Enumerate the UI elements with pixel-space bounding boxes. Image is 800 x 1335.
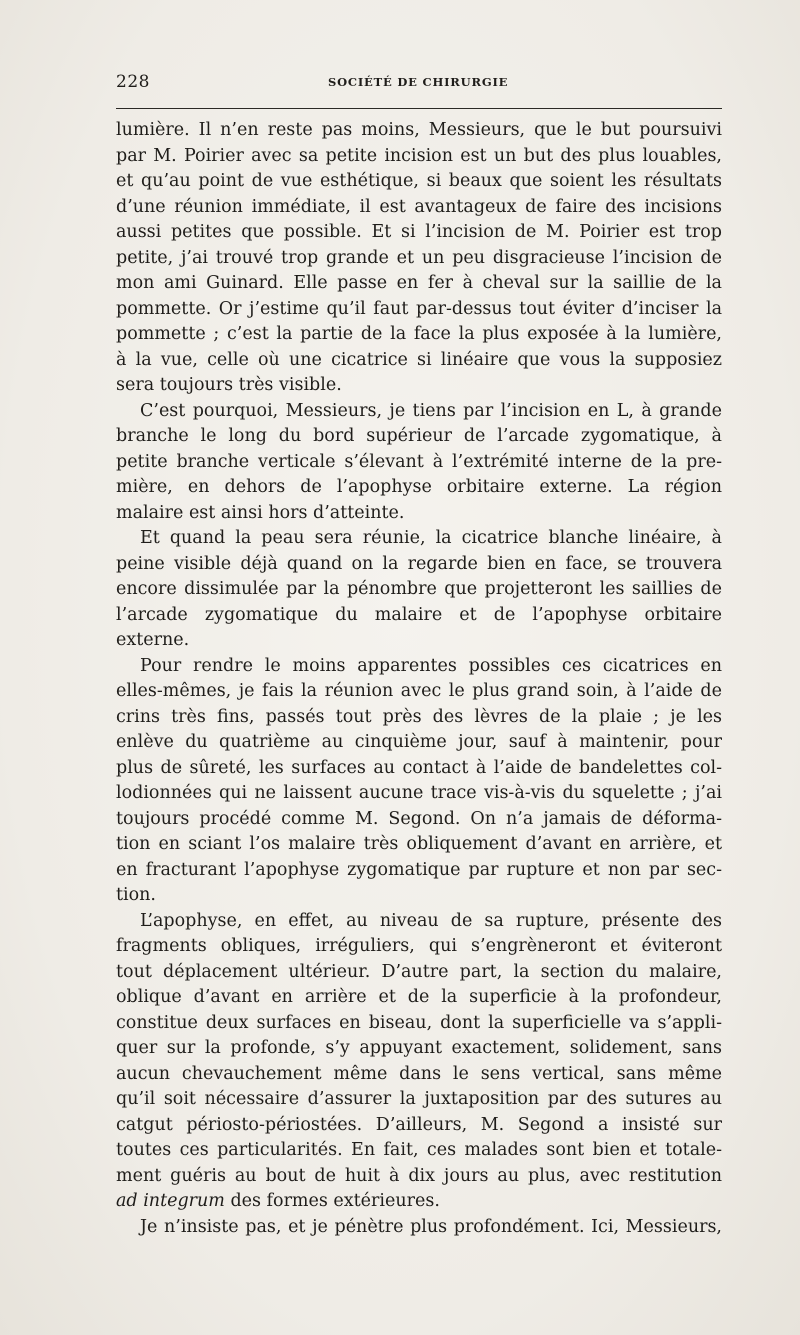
text-line: crins très fins, passés tout près des lèvres de la plaie ; je les <box>116 706 722 727</box>
body-text <box>116 118 722 1240</box>
text-line: oblique d’avant en arrière et de la superficie à la profondeur, <box>116 987 722 1007</box>
text-line: petite branche verticale s’élevant à l’extrémité interne de la pre- <box>116 451 722 472</box>
text-line: quer sur la profonde, s’y appuyant exactement, solidement, sans <box>116 1038 722 1058</box>
text-line: plus de sûreté, les surfaces au contact à l’aide de bandelettes col- <box>116 757 722 778</box>
header-rule <box>116 108 722 109</box>
text-line: C’est pourquoi, Messieurs, je tiens par l’incision en L, à grande <box>140 400 722 421</box>
text-line: fragments obliques, irréguliers, qui s’engrèneront et éviteront <box>116 936 722 956</box>
text-line: ment guéris au bout de huit à dix jours au plus, avec restitution <box>116 1165 722 1186</box>
text-line: petite, j’ai trouvé trop grande et un peu disgracieuse l’incision de <box>116 247 722 268</box>
text-line: et qu’au point de vue esthétique, si beaux que soient les résultats <box>116 171 722 191</box>
text-line: peine visible déjà quand on la regarde bien en face, se trouvera <box>116 553 722 574</box>
text-line: par M. Poirier avec sa petite incision est un but des plus louables, <box>116 145 722 166</box>
text-line: Pour rendre le moins apparentes possibles ces cicatrices en <box>140 655 722 676</box>
text-line: elles-mêmes, je fais la réunion avec le plus grand soin, à l’aide de <box>116 681 722 701</box>
text-line: Et quand la peau sera réunie, la cicatrice blanche linéaire, à <box>140 528 722 548</box>
page-header <box>116 72 722 98</box>
line-rest: des formes extérieures. <box>224 1191 440 1211</box>
italic-phrase: ad integrum <box>116 1191 225 1211</box>
text-line: lumière. Il n’en reste pas moins, Messieurs, que le but poursuivi <box>116 120 722 140</box>
text-line: tout déplacement ultérieur. D’autre part, la section du malaire, <box>116 961 722 982</box>
text-line: externe. <box>116 630 190 650</box>
text-line: malaire est ainsi hors d’atteinte. <box>116 502 405 523</box>
text-line: tion en sciant l’os malaire très obliquement d’avant en arrière, et <box>116 834 722 854</box>
text-line: aussi petites que possible. Et si l’incision de M. Poirier est trop <box>116 222 722 242</box>
page-number: 228 <box>116 72 150 92</box>
text-line: constitue deux surfaces en biseau, dont la superficielle va s’appli- <box>116 1012 722 1033</box>
text-line: l’arcade zygomatique du malaire et de l’apophyse orbitaire <box>116 604 722 625</box>
text-line: mon ami Guinard. Elle passe en fer à cheval sur la saillie de la <box>116 273 722 293</box>
text-line: catgut périosto-périostées. D’ailleurs, M. Segond a insisté sur <box>116 1114 722 1135</box>
text-line: à la vue, celle où une cicatrice si linéaire que vous la supposiez <box>116 349 722 370</box>
text-line: d’une réunion immédiate, il est avantageux de faire des incisions <box>116 196 722 217</box>
text-line: Je n’insiste pas, et je pénètre plus profondément. Ici, Messieurs, <box>140 1216 722 1237</box>
text-line: pommette ; c’est la partie de la face la plus exposée à la lumière, <box>116 324 722 344</box>
text-line: branche le long du bord supérieur de l’arcade zygomatique, à <box>116 426 722 446</box>
text-line: qu’il soit nécessaire d’assurer la juxtaposition par des sutures au <box>116 1089 722 1109</box>
text-line: mière, en dehors de l’apophyse orbitaire externe. La région <box>116 477 722 497</box>
text-line: toujours procédé comme M. Segond. On n’a jamais de déforma- <box>116 808 722 829</box>
running-title: SOCIÉTÉ DE CHIRURGIE <box>328 75 509 89</box>
text-line: tion. <box>116 885 156 905</box>
text-line: pommette. Or j’estime qu’il faut par-dessus tout éviter d’inciser la <box>116 298 722 319</box>
text-line: lodionnées qui ne laissent aucune trace vis-à-vis du squelette ; j’ai <box>116 783 722 803</box>
text-line: L’apophyse, en effet, au niveau de sa rupture, présente des <box>140 910 722 931</box>
text-line: aucun chevauchement même dans le sens vertical, sans même <box>116 1063 722 1084</box>
text-line: en fracturant l’apophyse zygomatique par rupture et non par sec- <box>116 859 722 880</box>
text-line: enlève du quatrième au cinquième jour, sauf à maintenir, pour <box>116 732 722 752</box>
text-line <box>116 1189 722 1215</box>
text-line: encore dissimulée par la pénombre que projetteront les saillies de <box>116 579 722 599</box>
text-line: sera toujours très visible. <box>116 375 342 395</box>
text-line: toutes ces particularités. En fait, ces malades sont bien et totale- <box>116 1140 722 1160</box>
